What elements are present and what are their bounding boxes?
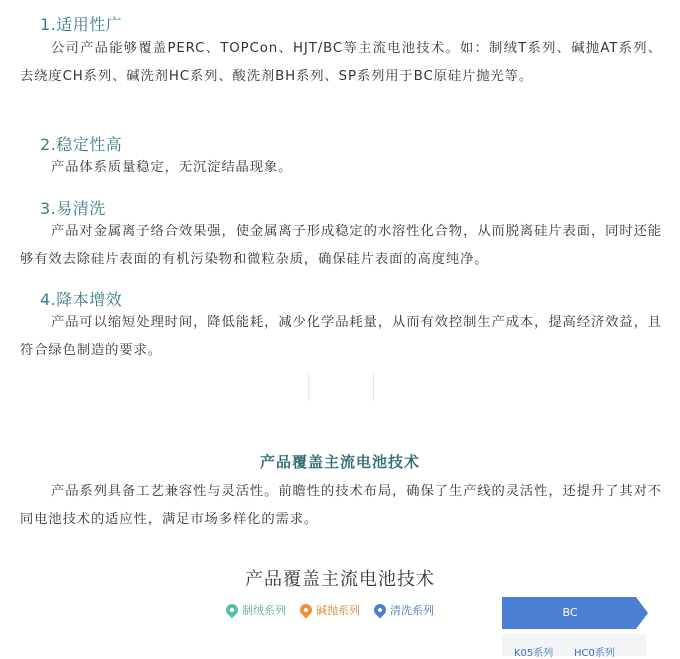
coverage-paragraph: 产品系列具备工艺兼容性与灵活性。前瞻性的技术布局，确保了生产线的灵活性，还提升了其对不同电池技术的适应性，满足市场多样化的需求。 (20, 484, 662, 527)
location-pin-icon (224, 602, 241, 619)
location-pin-icon (298, 602, 315, 619)
legend-label: 制绒系列 (242, 604, 286, 617)
bc-item-k05: K05系列 (514, 648, 554, 659)
heading-easy-cleaning: 3.易清洗 (40, 199, 106, 218)
paragraph-cost-reduction: 产品可以缩短处理时间，降低能耗，减少化学品耗量，从而有效控制生产成本，提高经济效益，且符合绿色制造的要求。 (20, 315, 662, 358)
paragraph-stability: 产品体系质量稳定，无沉淀结晶现象。 (51, 160, 293, 175)
diagram-legend (226, 602, 434, 618)
bc-item-hc0: HC0系列 (574, 648, 615, 659)
divider-line-left (308, 373, 309, 401)
heading-applicability: 1.适用性广 (40, 15, 123, 34)
legend-item-cleaning (374, 602, 434, 618)
heading-stability: 2.稳定性高 (40, 135, 123, 154)
legend-label: 碱抛系列 (316, 604, 360, 617)
coverage-section-title: 产品覆盖主流电池技术 (259, 453, 420, 471)
bc-label: BC (562, 606, 578, 619)
legend-item-texturing (226, 602, 286, 618)
diagram-title: 产品覆盖主流电池技术 (245, 569, 435, 590)
location-pin-icon (372, 602, 389, 619)
paragraph-easy-cleaning: 产品对金属离子络合效果强，使金属离子形成稳定的水溶性化合物，从而脱离硅片表面，同时还能够有效去除硅片表面的有机污染物和微粒杂质，确保硅片表面的高度纯净。 (20, 224, 662, 267)
legend-item-alkaline-polish (300, 602, 360, 618)
divider-line-right (373, 373, 374, 401)
heading-cost-reduction: 4.降本增效 (40, 290, 123, 309)
legend-label: 清洗系列 (390, 604, 434, 617)
paragraph-applicability: 公司产品能够覆盖PERC、TOPCon、HJT/BC等主流电池技术。如：制绒T系列、碱抛AT系列、去绕度CH系列、碱洗剂HC系列、酸洗剂BH系列、SP系列用于BC原硅片抛光等。 (20, 41, 662, 84)
